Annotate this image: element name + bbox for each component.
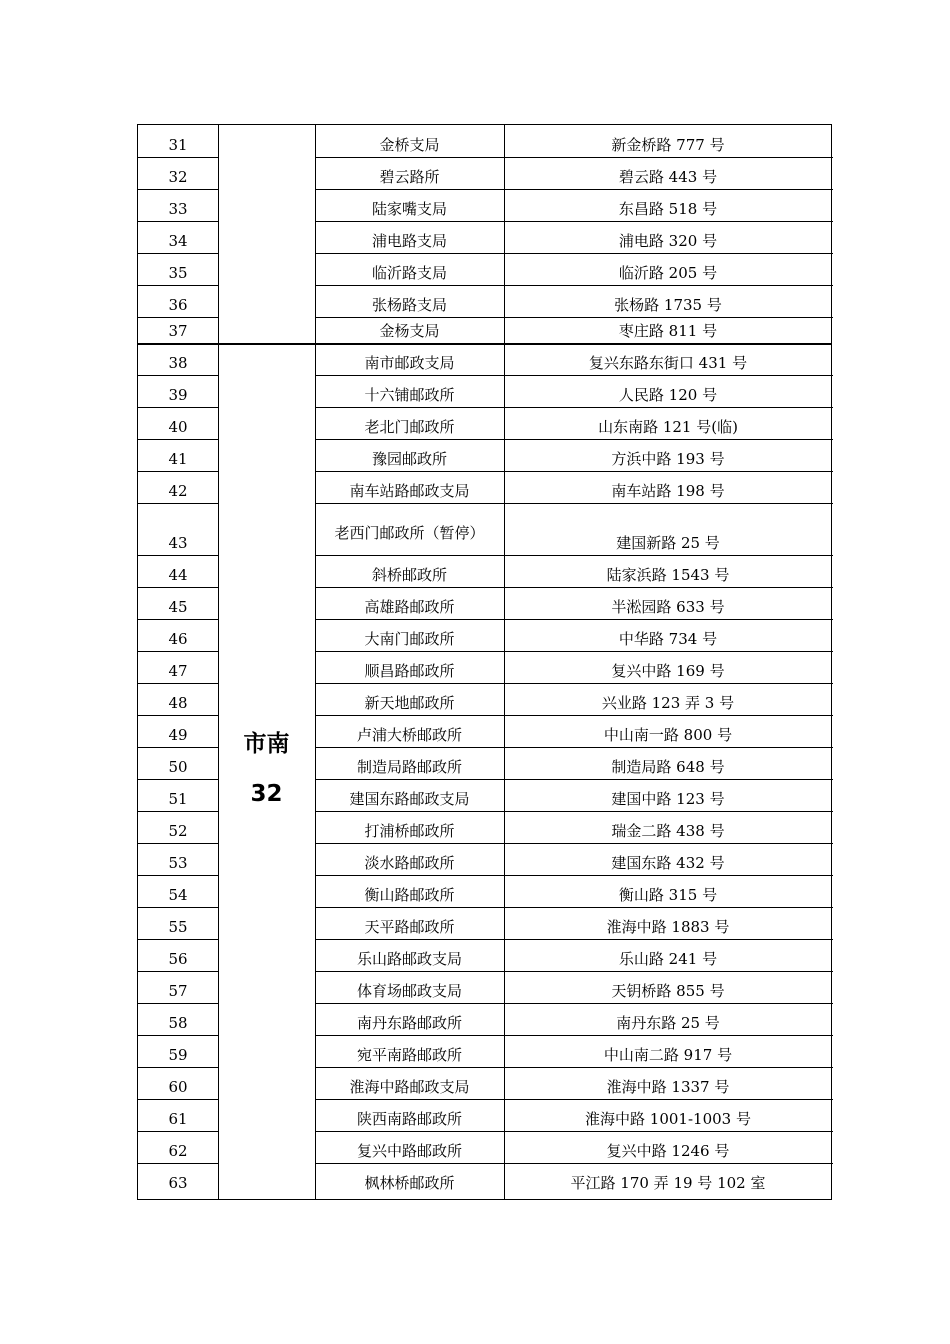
office-name: 宛平南路邮政所: [356, 1046, 462, 1064]
office-name: 顺昌路邮政所: [364, 662, 455, 680]
table-row: [138, 285, 831, 317]
office-address: 张杨路 1735 号: [614, 296, 722, 314]
office-name: 天平路邮政所: [364, 918, 455, 936]
office-address: 兴业路 123 弄 3 号: [601, 694, 735, 712]
row-number: 42: [168, 482, 188, 500]
table-row: [138, 875, 831, 907]
row-number: 40: [168, 418, 188, 436]
office-name: 碧云路所: [379, 168, 440, 186]
table-row: [138, 939, 831, 971]
table-row: [138, 651, 831, 683]
district-name: 市南: [243, 731, 290, 757]
office-name: 大南门邮政所: [364, 630, 455, 648]
row-number: 52: [168, 822, 188, 840]
table-row: [138, 1067, 831, 1099]
office-address: 新金桥路 777 号: [611, 136, 725, 154]
row-number: 34: [168, 232, 188, 250]
office-name: 新天地邮政所: [364, 694, 455, 712]
office-name: 陆家嘴支局: [371, 200, 447, 218]
table-row: [138, 1035, 831, 1067]
row-number: 54: [168, 886, 188, 904]
row-number: 58: [168, 1014, 188, 1032]
office-address: 衡山路 315 号: [618, 886, 718, 904]
office-name: 金桥支局: [379, 136, 440, 154]
office-address: 方浜中路 193 号: [611, 450, 725, 468]
row-number: 38: [168, 354, 188, 372]
office-address: 碧云路 443 号: [618, 168, 718, 186]
office-address: 天钥桥路 855 号: [611, 982, 725, 1000]
table-row: [138, 439, 831, 471]
office-address: 南丹东路 25 号: [616, 1014, 720, 1032]
row-number: 44: [168, 566, 188, 584]
office-name: 高雄路邮政所: [364, 598, 455, 616]
row-number: 35: [168, 264, 188, 282]
row-number: 60: [168, 1078, 188, 1096]
district-count: 32: [250, 781, 283, 807]
table-row: [138, 715, 831, 747]
office-name: 南市邮政支局: [364, 354, 455, 372]
office-address: 中山南二路 917 号: [603, 1046, 733, 1064]
row-number: 31: [168, 136, 188, 154]
office-name: 斜桥邮政所: [371, 566, 447, 584]
table-row: [138, 683, 831, 715]
office-name: 体育场邮政支局: [356, 982, 462, 1000]
office-name: 淡水路邮政所: [364, 854, 455, 872]
row-number: 63: [168, 1174, 188, 1192]
office-address: 瑞金二路 438 号: [611, 822, 725, 840]
table-row: [138, 587, 831, 619]
table-row: [138, 1099, 831, 1131]
table-row: [138, 375, 831, 407]
row-number: 59: [168, 1046, 188, 1064]
office-name: 卢浦大桥邮政所: [356, 726, 462, 744]
office-address: 临沂路 205 号: [618, 264, 718, 282]
office-address: 人民路 120 号: [618, 386, 718, 404]
table-row: [138, 811, 831, 843]
office-name: 建国东路邮政支局: [349, 790, 470, 808]
table-row: [138, 157, 831, 189]
office-address: 复兴中路 169 号: [611, 662, 725, 680]
office-address: 建国东路 432 号: [611, 854, 725, 872]
office-name-text: 老西门邮政所（暂停）: [334, 524, 485, 542]
table-row: [138, 503, 831, 555]
office-name: 打浦桥邮政所: [364, 822, 455, 840]
office-address: 东昌路 518 号: [618, 200, 718, 218]
office-address: 平江路 170 弄 19 号 102 室: [570, 1174, 766, 1192]
table-row: [138, 317, 831, 343]
office-address: 浦电路 320 号: [618, 232, 718, 250]
office-name: 豫园邮政所: [371, 450, 447, 468]
row-number: 62: [168, 1142, 188, 1160]
office-name: 制造局路邮政所: [356, 758, 462, 776]
office-name: 淮海中路邮政支局: [349, 1078, 470, 1096]
office-address: 复兴东路东街口 431 号: [588, 354, 748, 372]
row-number: 48: [168, 694, 188, 712]
table-row: [138, 619, 831, 651]
row-number: 32: [168, 168, 188, 186]
row-number: 61: [168, 1110, 188, 1128]
office-address: 建国新路 25 号: [616, 534, 720, 552]
office-name: 枫林桥邮政所: [364, 1174, 455, 1192]
table-row: [138, 1003, 831, 1035]
office-address: 山东南路 121 号(临): [598, 418, 738, 436]
office-address: 中华路 734 号: [618, 630, 718, 648]
office-name: [315, 503, 504, 555]
table-row: [138, 843, 831, 875]
row-number: 43: [168, 534, 188, 552]
office-address: 建国中路 123 号: [611, 790, 725, 808]
row-number: 36: [168, 296, 188, 314]
row-number: 45: [168, 598, 188, 616]
table-row: [138, 555, 831, 587]
office-address: 乐山路 241 号: [618, 950, 718, 968]
office-name: 十六铺邮政所: [364, 386, 455, 404]
row-number: 57: [168, 982, 188, 1000]
office-name: 陕西南路邮政所: [356, 1110, 462, 1128]
table-row: [138, 471, 831, 503]
table-row: [138, 1131, 831, 1163]
row-number: 50: [168, 758, 188, 776]
office-name: 金杨支局: [379, 322, 440, 340]
row-number: 46: [168, 630, 188, 648]
table-row: [138, 779, 831, 811]
office-name: 乐山路邮政支局: [356, 950, 462, 968]
row-number: 37: [168, 322, 188, 340]
office-address: 南车站路 198 号: [611, 482, 725, 500]
row-number: 41: [168, 450, 188, 468]
office-name: 南丹东路邮政所: [356, 1014, 462, 1032]
table-row: [138, 189, 831, 221]
office-name: 张杨路支局: [371, 296, 447, 314]
row-number: 47: [168, 662, 188, 680]
table-row: [138, 221, 831, 253]
office-name: 老北门邮政所: [364, 418, 455, 436]
office-address: 淮海中路 1001-1003 号: [585, 1110, 751, 1128]
table-row: [138, 971, 831, 1003]
row-number: 51: [168, 790, 188, 808]
table-row: [138, 407, 831, 439]
office-name: 临沂路支局: [371, 264, 447, 282]
office-address: 复兴中路 1246 号: [606, 1142, 730, 1160]
office-address: 中山南一路 800 号: [603, 726, 733, 744]
row-number: 53: [168, 854, 188, 872]
office-address: 半淞园路 633 号: [611, 598, 725, 616]
office-name: 复兴中路邮政所: [356, 1142, 462, 1160]
table-row: [138, 907, 831, 939]
table-row: [138, 343, 831, 375]
office-name: 南车站路邮政支局: [349, 482, 470, 500]
table-row: [138, 253, 831, 285]
table-row: [138, 1163, 831, 1195]
office-address: 淮海中路 1337 号: [606, 1078, 730, 1096]
row-number: 49: [168, 726, 188, 744]
row-number: 33: [168, 200, 188, 218]
table-row: [138, 125, 831, 157]
row-number: 56: [168, 950, 188, 968]
post-office-table: [137, 124, 832, 1200]
row-number: 55: [168, 918, 188, 936]
office-address: 枣庄路 811 号: [618, 322, 718, 340]
office-name: 浦电路支局: [371, 232, 447, 250]
office-name: 衡山路邮政所: [364, 886, 455, 904]
office-address: 淮海中路 1883 号: [606, 918, 730, 936]
office-address: 陆家浜路 1543 号: [606, 566, 730, 584]
office-address: 制造局路 648 号: [611, 758, 725, 776]
row-number: 39: [168, 386, 188, 404]
table-row: [138, 747, 831, 779]
